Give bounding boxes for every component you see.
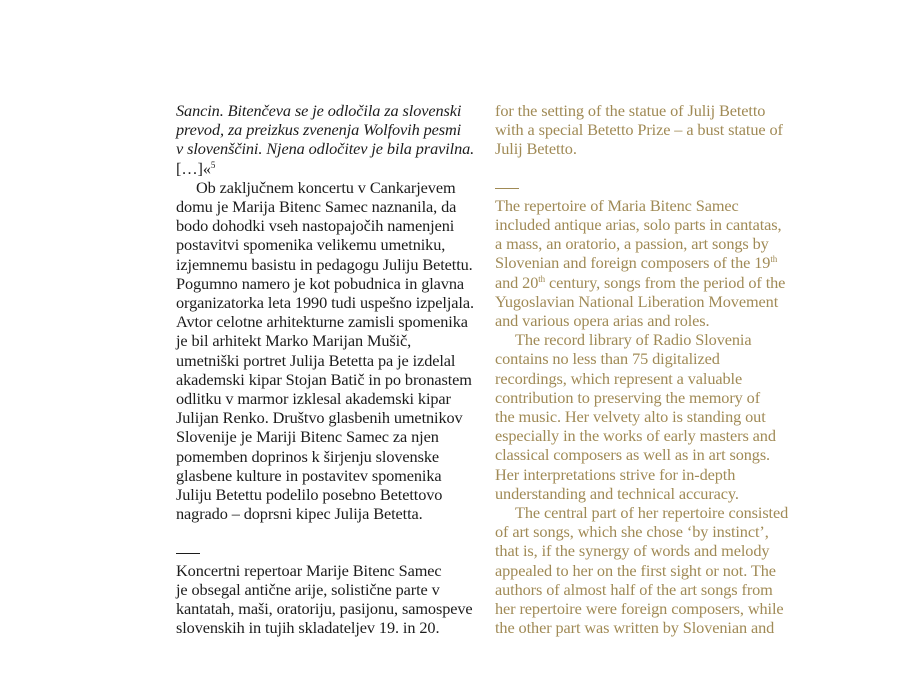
text-line: izjemnemu basistu in pedagogu Juliju Betettu. [176,254,473,274]
quote-block [176,101,496,178]
paragraph [495,101,825,159]
text-line: pomemben doprinos k širjenju slovenske [176,446,439,466]
spacer [176,523,496,542]
text-line [495,253,825,272]
text-line: The central part of her repertoire consisted [515,503,789,523]
text-line: understanding and technical accuracy. [495,483,739,503]
text-line: Ob zaključnem koncertu v Cankarjevem [196,177,456,197]
text-line: The record library of Radio Slovenia [515,330,752,350]
text-line: her repertoire were foreign composers, while [495,599,784,619]
text-line: The repertoire of Maria Bitenc Samec [495,195,739,215]
paragraph [176,178,496,524]
footnote-ref: 5 [210,159,216,170]
text-line: Pogumno namero je kot pobudnica in glavna [176,273,465,293]
text-line: the music. Her velvety alto is standing out [495,407,766,427]
text-line: contains no less than 75 digitalized [495,349,720,369]
paragraph [495,503,825,637]
section-divider [176,553,200,554]
quote-line: v slovenščini. Njena odločitev je bila pravilna. [176,139,475,159]
section-divider [495,188,519,189]
text-line: kantatah, maši, oratoriju, pasijonu, samospeve [176,599,473,619]
text-line: Julijan Renko. Društvo glasbenih umetnikov [176,408,463,428]
spacer [495,159,825,178]
text-line: je bil arhitekt Marko Marijan Mušič, [176,331,412,351]
text-line: je obsegal antične arije, solistične parte v [176,579,440,599]
text-line: Koncertni repertoar Marije Bitenc Samec [176,560,442,580]
quote-line: Sancin. Bitenčeva se je odločila za slovenski [176,101,462,120]
paragraph [495,196,825,330]
text-line: that is, if the synergy of words and melody [495,541,770,561]
english-column [495,101,825,637]
text-line: for the setting of the statue of Julij Betetto [495,101,766,120]
text-line: Juliju Betettu podelilo posebno Betettovo [176,485,443,505]
text-line: bodo dohodki vseh nastopajočih namenjeni [176,216,455,236]
text-line: classical composers as well as in art songs. [495,445,771,465]
quote-end-line [176,159,496,178]
text-segment: and 20 [495,272,539,292]
text-line: slovenskih in tujih skladateljev 19. in 20. [176,618,440,638]
quote-end: […]« [176,158,211,178]
text-line: and various opera arias and roles. [495,311,710,331]
text-line: Slovenije je Mariji Bitenc Samec za njen [176,427,439,447]
superscript: th [538,273,546,284]
superscript: th [770,254,778,265]
text-line: of art songs, which she chose ‘by instinct’, [495,522,769,542]
text-line: contribution to preserving the memory of [495,387,761,407]
slovenian-column [176,101,496,637]
text-line: umetniški portret Julija Betetta pa je izdelal [176,350,456,370]
text-line: Her interpretations strive for in-depth [495,464,736,484]
text-line: nagrado – doprsni kipec Julija Betetta. [176,504,423,524]
text-line: glasbene kulture in postavitev spomenika [176,465,442,485]
paragraph [176,561,496,638]
text-line: included antique arias, solo parts in cantatas, [495,215,782,234]
text-line: organizatorka leta 1990 tudi uspešno izpeljala. [176,293,474,313]
text-line: recordings, which represent a valuable [495,368,743,388]
text-line: postavitvi spomenika velikemu umetniku, [176,235,446,255]
text-line: odlitku v marmor izklesal akademski kipar [176,389,451,409]
text-line: Julij Betetto. [495,139,577,159]
text-segment: Slovenian and foreign composers of the 19 [495,253,771,273]
text-line: a mass, an oratorio, a passion, art songs by [495,234,769,254]
quote-line: prevod, za preizkus zvenenja Wolfovih pesmi [176,120,462,140]
text-line: domu je Marija Bitenc Samec naznanila, da [176,197,457,217]
text-line: especially in the works of early masters and [495,426,776,446]
text-line: authors of almost half of the art songs from [495,579,773,599]
text-line: Avtor celotne arhitekturne zamisli spomenika [176,312,468,332]
paragraph [495,330,825,503]
text-line: Yugoslavian National Liberation Movement [495,291,779,311]
text-line: the other part was written by Slovenian and [495,618,775,638]
text-line: appealed to her on the first sight or not. The [495,560,776,580]
text-line: akademski kipar Stojan Batič in po bronastem [176,369,472,389]
text-line: with a special Betetto Prize – a bust statue of [495,120,783,140]
text-segment: century, songs from the period of the [545,272,786,292]
text-line [495,273,825,292]
